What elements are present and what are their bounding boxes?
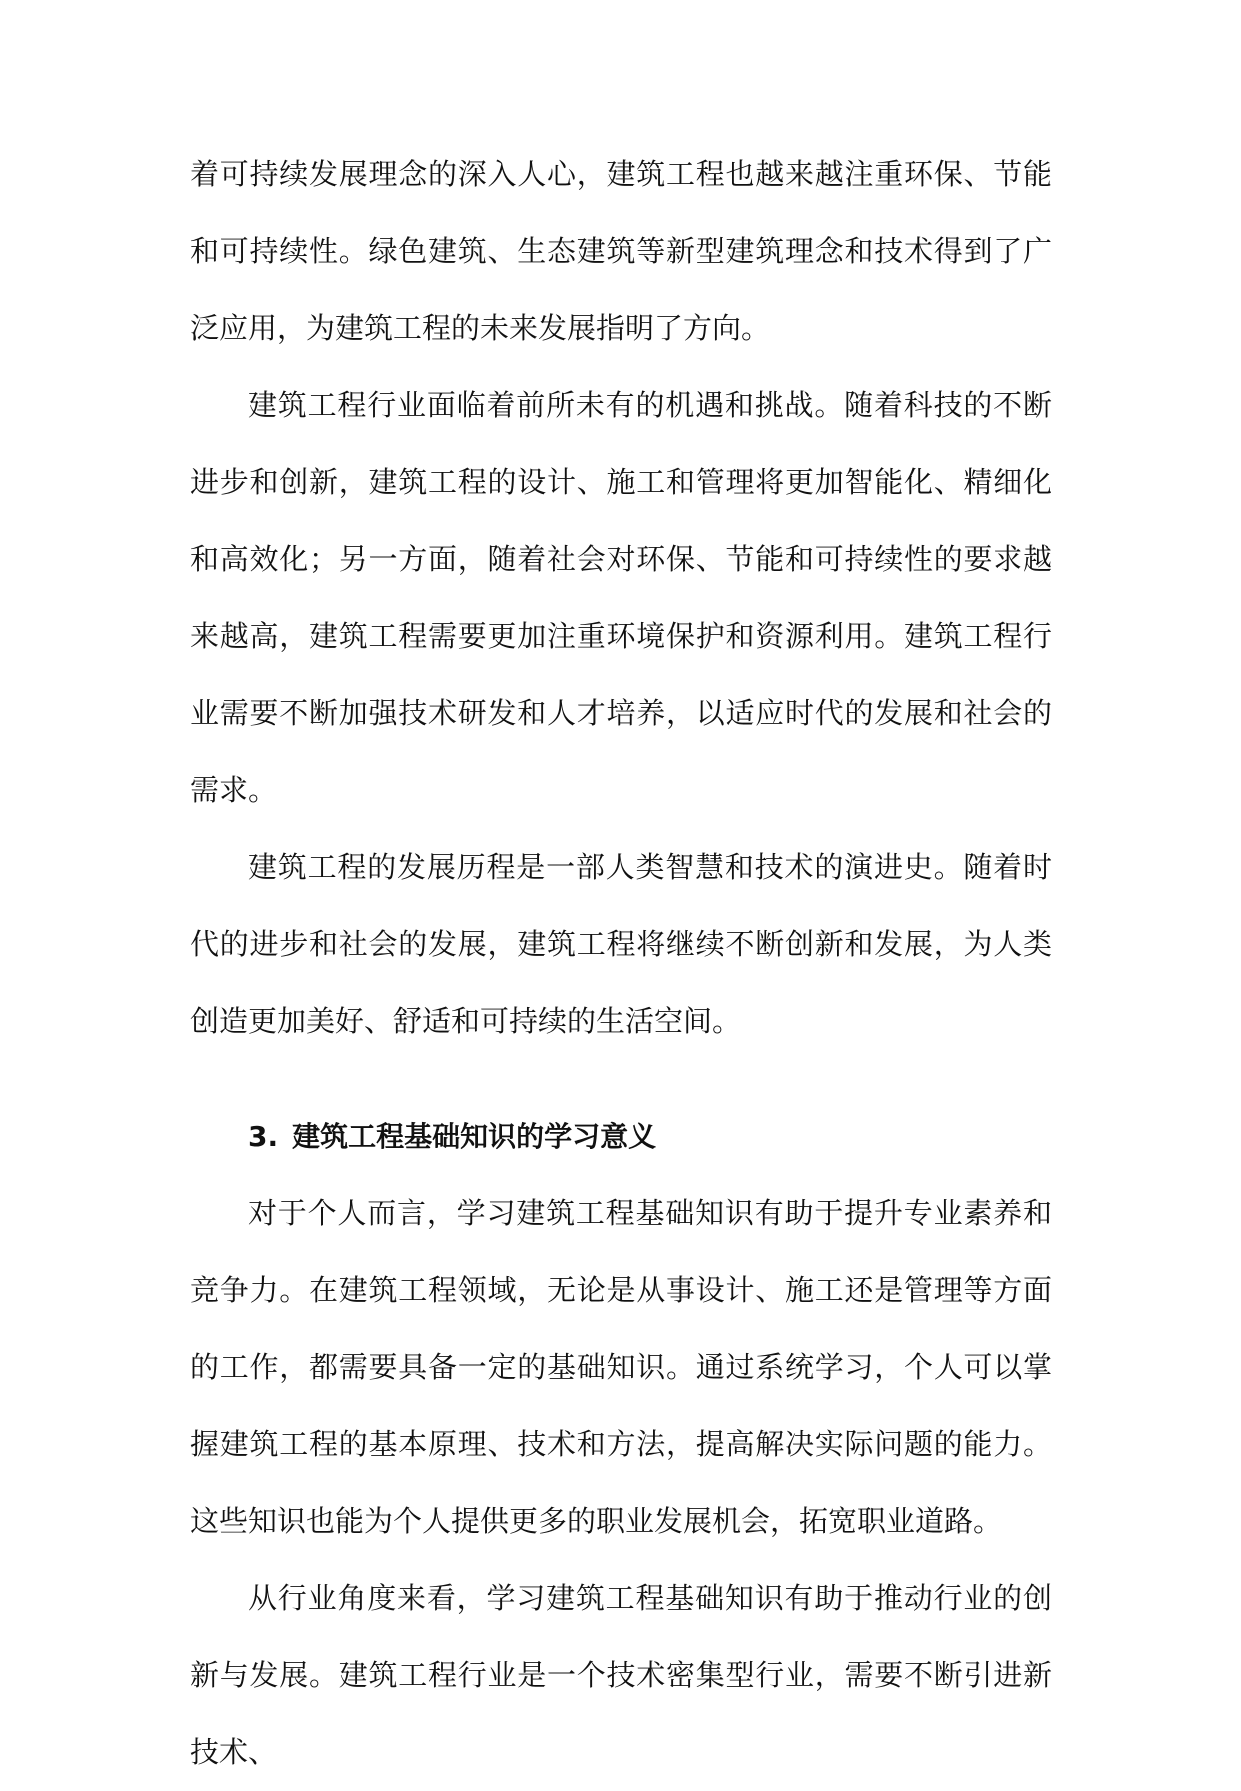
- section-title: 建筑工程基础知识的学习意义: [292, 1120, 657, 1153]
- paragraph-industry: 从行业角度来看，学习建筑工程基础知识有助于推动行业的创新与发展。建筑工程行业是一个技术密集型行业，需要不断引进新技术、: [190, 1581, 1052, 1769]
- document-body: [190, 136, 1052, 1791]
- paragraph-continuation: 着可持续发展理念的深入人心，建筑工程也越来越注重环保、节能和可持续性。绿色建筑、生态建筑等新型建筑理念和技术得到了广泛应用，为建筑工程的未来发展指明了方向。: [190, 157, 1052, 345]
- section-number: 3.: [248, 1120, 279, 1153]
- paragraph-history: 建筑工程的发展历程是一部人类智慧和技术的演进史。随着时代的进步和社会的发展，建筑工程将继续不断创新和发展，为人类创造更加美好、舒适和可持续的生活空间。: [190, 850, 1052, 1038]
- paragraph-opportunities: 建筑工程行业面临着前所未有的机遇和挑战。随着科技的不断进步和创新，建筑工程的设计、施工和管理将更加智能化、精细化和高效化；另一方面，随着社会对环保、节能和可持续性的要求越来越高，建筑工程需要更加注重环境保护和资源利用。建筑工程行业需要不断加强技术研发和人才培养，以适应时代的发展和社会的需求。: [190, 388, 1052, 807]
- paragraph-personal: 对于个人而言，学习建筑工程基础知识有助于提升专业素养和竞争力。在建筑工程领域，无论是从事设计、施工还是管理等方面的工作，都需要具备一定的基础知识。通过系统学习，个人可以掌握建筑工程的基本原理、技术和方法，提高解决实际问题的能力。这些知识也能为个人提供更多的职业发展机会，拓宽职业道路。: [190, 1196, 1052, 1538]
- section-heading: [190, 1098, 1052, 1175]
